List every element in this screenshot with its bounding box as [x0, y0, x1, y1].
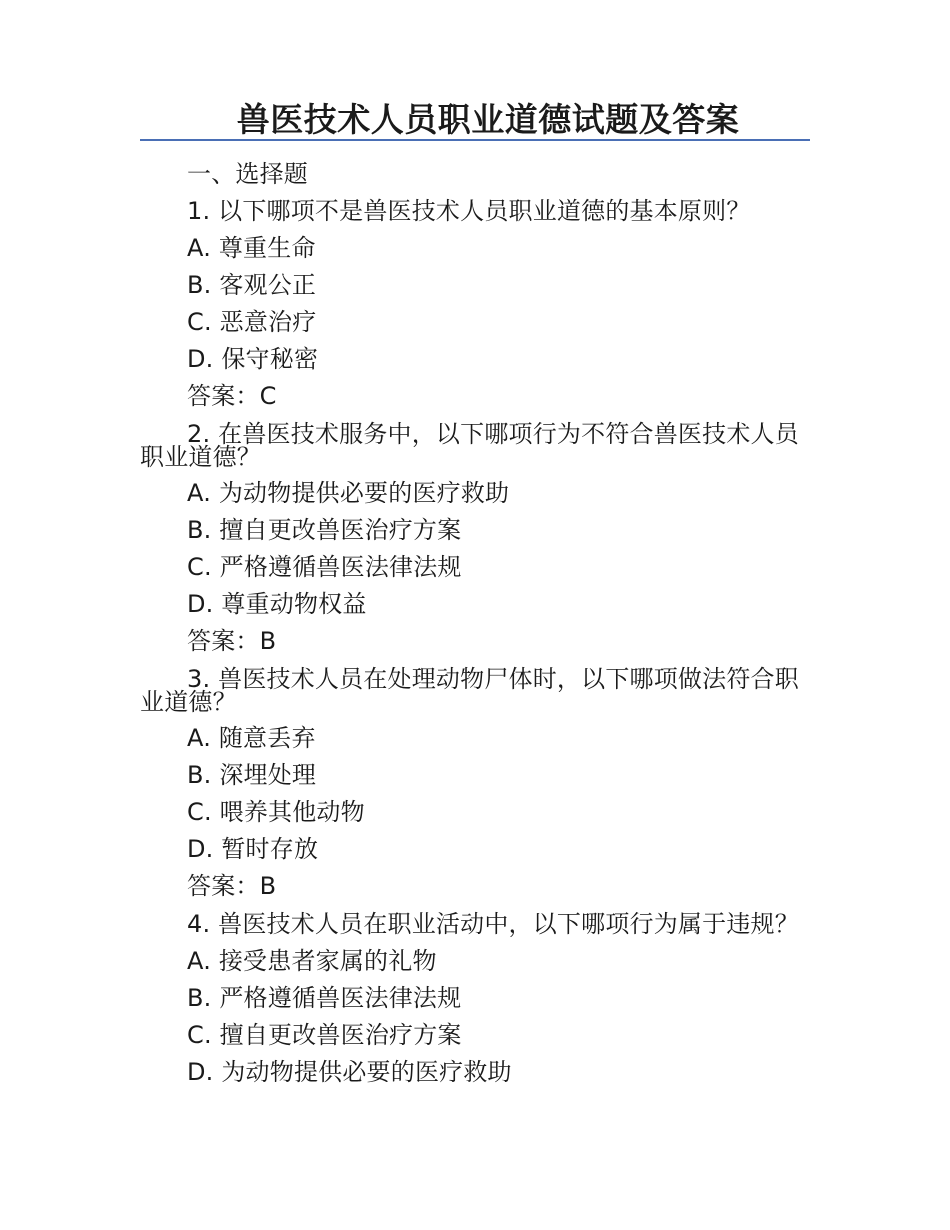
question-1-option-b: B. 客观公正 [187, 271, 317, 299]
question-3-option-b: B. 深埋处理 [187, 761, 317, 789]
question-3-option-a: A. 随意丢弃 [187, 724, 316, 752]
title-underline [140, 139, 810, 141]
question-2-answer: 答案：B [187, 627, 277, 655]
question-4-stem: 4. 兽医技术人员在职业活动中，以下哪项行为属于违规？ [187, 910, 799, 938]
question-1-option-d: D. 保守秘密 [187, 345, 319, 373]
section-heading: 一、选择题 [187, 160, 308, 188]
question-1-answer: 答案：C [187, 382, 277, 410]
question-3-answer: 答案：B [187, 872, 277, 900]
question-3-option-d: D. 暂时存放 [187, 835, 319, 863]
question-4-option-a: A. 接受患者家属的礼物 [187, 947, 437, 975]
question-4-option-d: D. 为动物提供必要的医疗救助 [187, 1058, 512, 1086]
question-4-option-c: C. 擅自更改兽医治疗方案 [187, 1021, 462, 1049]
question-1-option-a: A. 尊重生命 [187, 234, 316, 262]
question-3-stem-line1: 3. 兽医技术人员在处理动物尸体时，以下哪项做法符合职 [187, 665, 799, 693]
question-3-stem-line2: 业道德？ [140, 688, 237, 716]
question-3-option-c: C. 喂养其他动物 [187, 798, 365, 826]
question-1-option-c: C. 恶意治疗 [187, 308, 317, 336]
question-2-option-a: A. 为动物提供必要的医疗救助 [187, 479, 510, 507]
document-title: 兽医技术人员职业道德试题及答案 [236, 100, 740, 139]
question-2-option-d: D. 尊重动物权益 [187, 590, 367, 618]
question-2-stem-line2: 职业道德？ [140, 443, 261, 471]
question-4-option-b: B. 严格遵循兽医法律法规 [187, 984, 462, 1012]
question-2-option-c: C. 严格遵循兽医法律法规 [187, 553, 462, 581]
question-2-option-b: B. 擅自更改兽医治疗方案 [187, 516, 462, 544]
question-1-stem: 1. 以下哪项不是兽医技术人员职业道德的基本原则？ [187, 197, 751, 225]
question-2-stem-line1: 2. 在兽医技术服务中，以下哪项行为不符合兽医技术人员 [187, 420, 799, 448]
